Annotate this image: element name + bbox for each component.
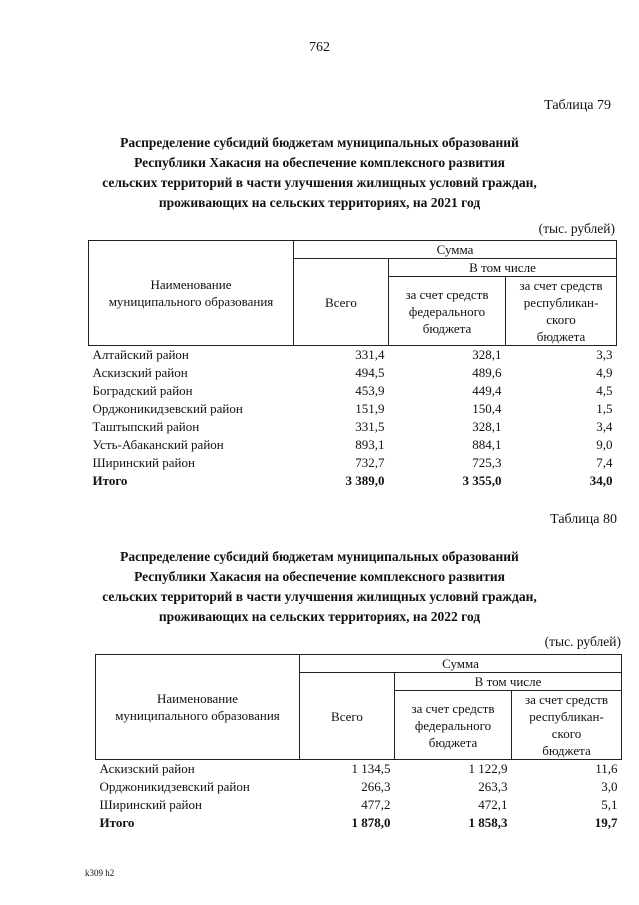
row-name: Боградский район: [92, 383, 193, 398]
table-title: [0, 547, 639, 627]
row-federal: 328,1: [472, 419, 502, 434]
row-federal: 150,4: [472, 401, 502, 416]
header-text: ского: [551, 726, 582, 741]
header-text: бюджета: [422, 320, 472, 336]
table-row: [96, 796, 622, 814]
row-republic: 1,5: [596, 401, 613, 416]
header-republic: [506, 277, 617, 346]
header-text: бюджета: [536, 329, 586, 344]
table-row: [89, 436, 617, 454]
row-republic: 4,9: [596, 365, 613, 380]
row-total: 893,1: [355, 437, 385, 452]
title-line: Распределение субсидий бюджетам муниципальных образований: [120, 549, 519, 564]
header-text: за счет средств: [405, 286, 489, 302]
header-text: муниципального образования: [108, 294, 274, 309]
unit-label: (тыс. рублей): [544, 634, 621, 649]
header-text: за счет средств: [519, 278, 603, 293]
header-text: Наименование: [157, 691, 238, 706]
row-total: 477,2: [361, 797, 391, 812]
header-text: Наименование: [150, 277, 232, 292]
title-line: Распределение субсидий бюджетам муниципальных образований: [120, 135, 519, 150]
header-republic: [512, 691, 622, 760]
data-table: [95, 654, 622, 832]
page-number: 762: [309, 40, 330, 55]
header-incl: В том числе: [389, 259, 617, 277]
title-line: сельских территорий в части улучшения жилищных условий граждан,: [102, 589, 537, 604]
row-name: Итого: [92, 473, 128, 488]
header-sum: Сумма: [294, 241, 617, 259]
row-republic: 3,0: [601, 779, 618, 794]
row-republic: 11,6: [595, 761, 618, 776]
table-row: [89, 418, 617, 436]
row-name: Итого: [99, 815, 135, 830]
row-republic: 9,0: [596, 437, 613, 452]
row-total: 331,5: [355, 419, 385, 434]
header-text: за счет средств: [525, 692, 608, 707]
row-federal: 263,3: [478, 779, 508, 794]
table-row: [89, 346, 617, 365]
row-name: Ширинский район: [99, 797, 202, 812]
data-table: [88, 240, 617, 490]
row-name: Аскизский район: [99, 761, 195, 776]
row-total: 1 878,0: [351, 815, 391, 830]
header-text: бюджета: [428, 734, 478, 750]
title-line: сельских территорий в части улучшения жилищных условий граждан,: [102, 175, 537, 190]
header-incl: В том числе: [395, 673, 622, 691]
row-total: 732,7: [355, 455, 385, 470]
row-name: Таштыпский район: [92, 419, 200, 434]
header-name: [96, 655, 300, 760]
table-row: [89, 454, 617, 472]
row-name: Усть-Абаканский район: [92, 437, 224, 452]
table-row: [89, 400, 617, 418]
row-federal: 1 122,9: [468, 761, 508, 776]
row-federal: 3 355,0: [462, 473, 502, 488]
header-text: республикан-: [523, 295, 599, 310]
row-total: 331,4: [355, 347, 385, 362]
header-text: республикан-: [529, 709, 604, 724]
row-republic: 19,7: [594, 815, 618, 830]
row-federal: 725,3: [472, 455, 502, 470]
row-name: Орджоникидзевский район: [99, 779, 250, 794]
header-text: бюджета: [542, 743, 591, 758]
header-sum: Сумма: [300, 655, 622, 673]
title-line: Республики Хакасия на обеспечение комплексного развития: [134, 569, 505, 584]
row-total: 453,9: [355, 383, 385, 398]
table-row: [96, 760, 622, 779]
row-total: 3 389,0: [345, 473, 385, 488]
row-federal: 449,4: [472, 383, 502, 398]
row-republic: 3,3: [596, 347, 613, 362]
title-line: проживающих на сельских территориях, на 2022 год: [158, 609, 481, 624]
table-label: Таблица 80: [550, 512, 617, 527]
header-total: Всего: [294, 259, 389, 346]
row-federal: 328,1: [472, 347, 502, 362]
table-title: [0, 133, 639, 213]
unit-label: (тыс. рублей): [538, 221, 615, 236]
row-federal: 472,1: [478, 797, 508, 812]
header-name: [89, 241, 294, 346]
row-republic: 4,5: [596, 383, 613, 398]
total-row: [89, 472, 617, 490]
table-row: [89, 364, 617, 382]
table-row: [89, 382, 617, 400]
row-total: 151,9: [355, 401, 385, 416]
row-republic: 5,1: [601, 797, 618, 812]
row-name: Ширинский район: [92, 455, 195, 470]
header-federal: [395, 691, 512, 760]
row-federal: 1 858,3: [468, 815, 508, 830]
row-total: 266,3: [361, 779, 391, 794]
header-text: за счет средств: [411, 700, 495, 716]
row-republic: 34,0: [589, 473, 613, 488]
row-name: Аскизский район: [92, 365, 188, 380]
footer-code: k309 h2: [85, 868, 115, 878]
header-text: федерального: [408, 303, 486, 319]
header-federal: [389, 277, 506, 346]
row-federal: 884,1: [472, 437, 502, 452]
title-line: проживающих на сельских территориях, на 2021 год: [158, 195, 481, 210]
title-line: Республики Хакасия на обеспечение комплексного развития: [134, 155, 505, 170]
header-text: ского: [546, 312, 576, 327]
total-row: [96, 814, 622, 832]
table-label: Таблица 79: [544, 98, 611, 113]
row-name: Орджоникидзевский район: [92, 401, 243, 416]
header-total: Всего: [300, 673, 395, 760]
row-total: 1 134,5: [351, 761, 391, 776]
row-total: 494,5: [355, 365, 385, 380]
row-republic: 3,4: [596, 419, 613, 434]
row-republic: 7,4: [596, 455, 613, 470]
table-row: [96, 778, 622, 796]
row-name: Алтайский район: [92, 347, 189, 362]
header-text: федерального: [414, 717, 492, 733]
header-text: муниципального образования: [115, 708, 280, 723]
row-federal: 489,6: [472, 365, 502, 380]
